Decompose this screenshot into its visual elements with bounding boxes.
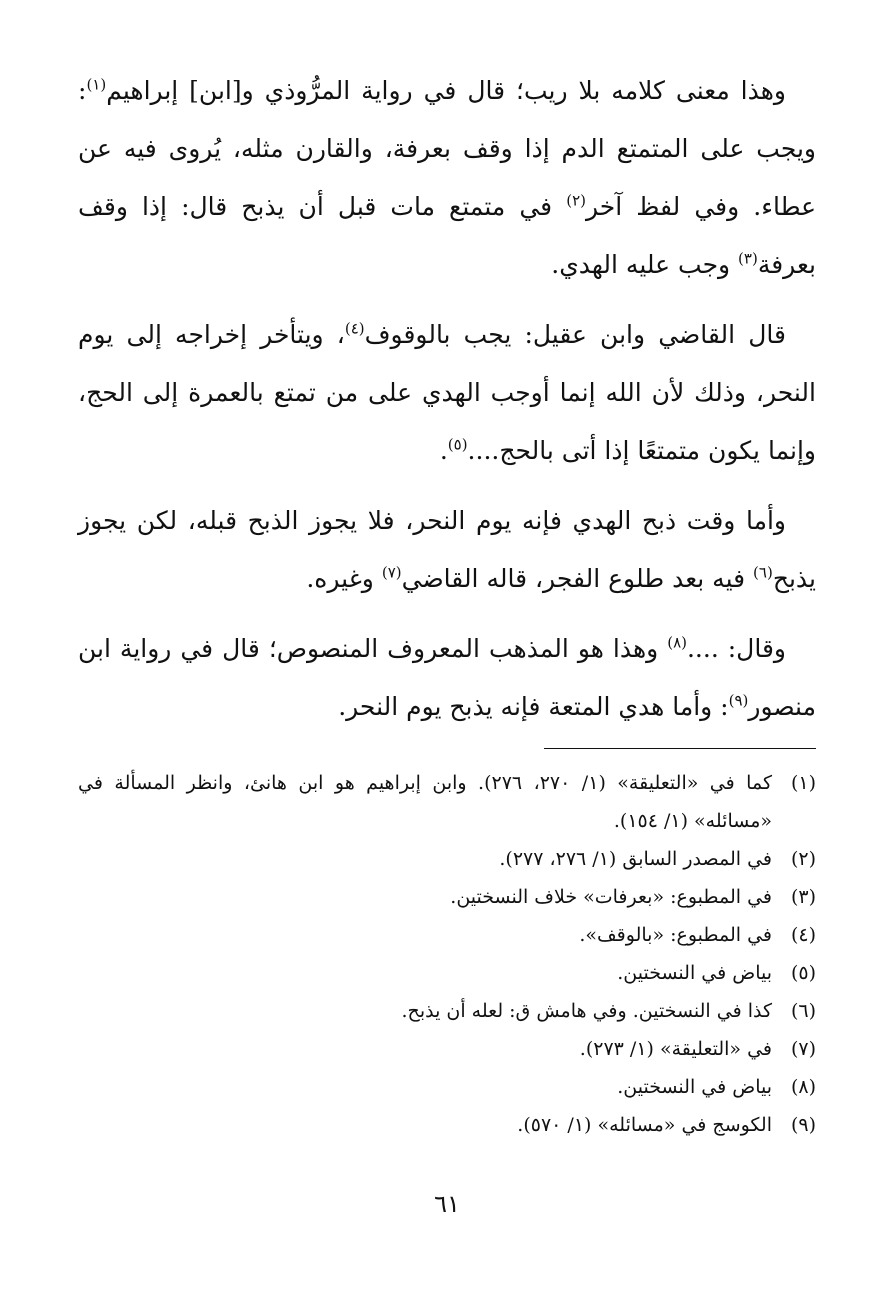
footnote-6 bbox=[78, 992, 816, 1030]
page-number: ٦١ bbox=[434, 1190, 460, 1218]
footnote-ref-8[interactable]: (٨) bbox=[667, 633, 687, 652]
text-run: قال القاضي وابن عقيل: يجب بالوقوف bbox=[364, 320, 786, 349]
paragraph-1 bbox=[78, 62, 816, 294]
footnote-ref-1[interactable]: (١) bbox=[86, 75, 107, 94]
footnote-ref-2[interactable]: (٢) bbox=[566, 191, 586, 210]
footnote-number: (٣) bbox=[790, 886, 816, 908]
main-text bbox=[78, 62, 816, 736]
footnote-number: (١) bbox=[790, 772, 816, 794]
text-run: في متمتع مات قبل أن يذبح قال: إذا وقف بعرفة bbox=[78, 192, 816, 279]
footnote-ref-5[interactable]: (٥) bbox=[447, 435, 468, 454]
footnote-number: (٩) bbox=[790, 1114, 816, 1136]
text-run: : وأما هدي المتعة فإنه يذبح يوم النحر. bbox=[338, 692, 729, 721]
paragraph-4 bbox=[78, 620, 816, 736]
footnote-3 bbox=[78, 878, 816, 916]
footnote-7 bbox=[78, 1030, 816, 1068]
footnote-text: في المصدر السابق (١/ ٢٧٦، ٢٧٧). bbox=[499, 848, 772, 870]
footnote-text: كما في «التعليقة» (١/ ٢٧٠، ٢٧٦). وابن إبراهيم هو ابن هانئ، وانظر المسألة في «مسائله» (١/ ١٥٤). bbox=[78, 772, 773, 832]
paragraph-3 bbox=[78, 492, 816, 608]
footnote-text: بياض في النسختين. bbox=[617, 1076, 772, 1098]
paragraph-2 bbox=[78, 306, 816, 480]
footnote-text: في «التعليقة» (١/ ٢٧٣). bbox=[579, 1038, 772, 1060]
footnote-2 bbox=[78, 840, 816, 878]
text-run: ، ويتأخر إخراجه إلى يوم النحر، وذلك لأن الله إنما أوجب الهدي على من تمتع بالعمرة إلى الحج، وإنما يكون متمتعًا إذا أتى بالحج.... bbox=[78, 320, 816, 465]
text-run: . bbox=[439, 436, 448, 465]
footnote-number: (٥) bbox=[790, 962, 816, 984]
footnote-separator bbox=[544, 748, 816, 749]
text-run: وجب عليه الهدي. bbox=[551, 250, 739, 279]
footnotes bbox=[78, 764, 816, 1144]
footnote-5 bbox=[78, 954, 816, 992]
footnote-9 bbox=[78, 1106, 816, 1144]
footnote-1 bbox=[78, 764, 816, 840]
text-run: وأما وقت ذبح الهدي فإنه يوم النحر، فلا يجوز الذبح قبله، لكن يجوز يذبح bbox=[78, 506, 816, 593]
footnote-number: (٢) bbox=[790, 848, 816, 870]
footnote-text: في المطبوع: «بعرفات» خلاف النسختين. bbox=[450, 886, 772, 908]
text-run: وغيره. bbox=[306, 564, 382, 593]
footnote-8 bbox=[78, 1068, 816, 1106]
footnote-text: الكوسج في «مسائله» (١/ ٥٧٠). bbox=[517, 1114, 772, 1136]
footnote-ref-7[interactable]: (٧) bbox=[381, 563, 402, 582]
text-run: : ويجب على المتمتع الدم إذا وقف بعرفة، والقارن مثله، يُروى فيه عن عطاء. وفي لفظ آخر bbox=[78, 76, 816, 221]
footnote-number: (٦) bbox=[790, 1000, 816, 1022]
text-run: فيه بعد طلوع الفجر، قاله القاضي bbox=[401, 564, 754, 593]
book-page bbox=[78, 62, 816, 1242]
footnote-ref-6[interactable]: (٦) bbox=[753, 563, 773, 582]
footnote-ref-9[interactable]: (٩) bbox=[728, 691, 749, 710]
footnote-number: (٤) bbox=[790, 924, 816, 946]
footnote-4 bbox=[78, 916, 816, 954]
footnote-ref-3[interactable]: (٣) bbox=[738, 249, 758, 268]
footnote-number: (٨) bbox=[790, 1076, 816, 1098]
text-run: وقال: .... bbox=[686, 634, 786, 663]
footnote-ref-4[interactable]: (٤) bbox=[344, 319, 365, 338]
text-run: وهذا هو المذهب المعروف المنصوص؛ قال في رواية ابن منصور bbox=[78, 634, 816, 721]
footnote-number: (٧) bbox=[790, 1038, 816, 1060]
footnote-text: في المطبوع: «بالوقف». bbox=[579, 924, 772, 946]
footnote-text: كذا في النسختين. وفي هامش ق: لعله أن يذبح. bbox=[401, 1000, 772, 1022]
text-run: وهذا معنى كلامه بلا ريب؛ قال في رواية المرُّوذي و[ابن] إبراهيم bbox=[106, 76, 786, 105]
footnote-text: بياض في النسختين. bbox=[617, 962, 772, 984]
